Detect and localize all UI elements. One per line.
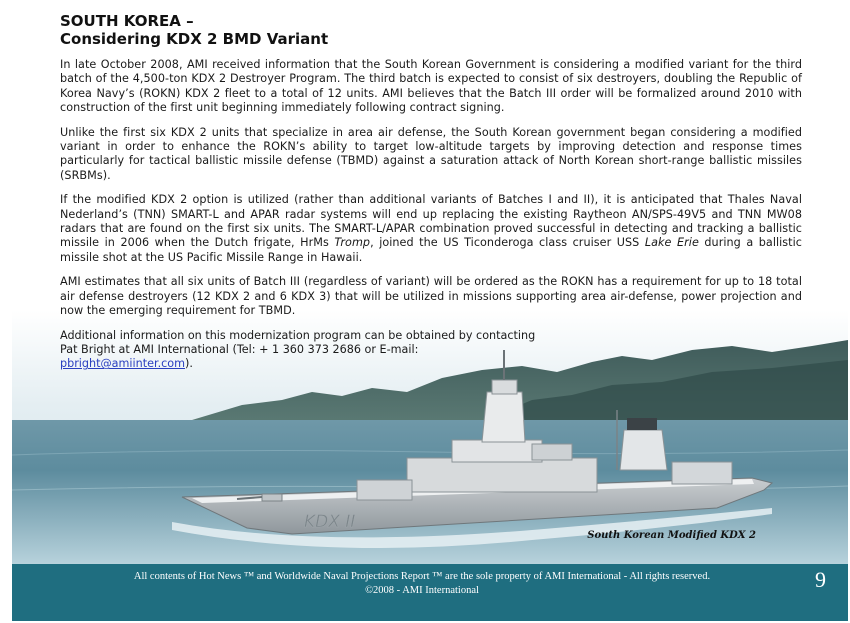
contact-line-2: Pat Bright at AMI International (Tel: + 1 360 373 2686 or E-mail:	[60, 342, 419, 356]
page-number: 9	[815, 567, 826, 592]
paragraph-3-text-b: , joined the US Ticonderoga class cruiser USS	[370, 236, 645, 250]
contact-info	[60, 329, 580, 372]
paragraph-2: Unlike the first six KDX 2 units that specialize in area air defense, the South Korean government began considering a modified variant in order to enhance the ROKN’s ability to target low-altitude targets by improving detection and response times particularly for tactical ballistic missile defense (TBMD) against a saturation attack of North Korean short-range ballistic missiles (SRBMs).	[60, 125, 802, 182]
title-subject: Considering KDX 2 BMD Variant	[60, 30, 329, 48]
contact-line-1: Additional information on this modernization program can be obtained by contacting	[60, 328, 536, 342]
hull-marking: KDX II	[304, 512, 356, 532]
image-caption: South Korean Modified KDX 2	[587, 530, 756, 541]
copyright-notice: All contents of Hot News ™ and Worldwide Naval Projections Report ™ are the sole property of AMI International - All rights reserved.	[133, 571, 711, 582]
ship-name-tromp: Tromp	[334, 236, 371, 250]
paragraph-3-text-a: If the modified KDX 2 option is utilized (rather than additional variants of Batches I and II), it is anticipated that Thales Naval Nederland’s (TNN) SMART-L and APAR radar systems will end up replacing the existing Raytheon AN/SPS-49V5 and TNN MW08 radars that are found on the first six units. The SMART-L/APAR combination proved successful in detecting and tracking a ballistic missile in 2006 when the Dutch frigate, HrMs	[60, 193, 802, 250]
copyright-year: ©2008 - AMI International	[365, 585, 479, 596]
title-country: SOUTH KOREA –	[60, 12, 194, 30]
paragraph-3-text-c: during a ballistic missile shot at the US Pacific Missile Range in Hawaii.	[60, 236, 802, 264]
paragraph-3	[60, 193, 802, 265]
footer-band	[12, 564, 848, 621]
brochure-page	[12, 0, 848, 623]
footer-text	[72, 570, 772, 598]
ship-name-lake-erie: Lake Erie	[644, 236, 699, 250]
paragraph-4: AMI estimates that all six units of Batch III (regardless of variant) will be ordered as the ROKN has a requirement for up to 18 total air defense destroyers (12 KDX 2 and 6 KDX 3) that will be utilized in missions supporting area air-defense, power projection and now the emerging requirement for TBMD.	[60, 275, 802, 318]
contact-end: ).	[185, 357, 193, 371]
article	[60, 12, 802, 372]
contact-email-link[interactable]: pbright@amiinter.com	[60, 357, 186, 371]
paragraph-1: In late October 2008, AMI received information that the South Korean Government is considering a modified variant for the third batch of the 4,500-ton KDX 2 Destroyer Program. The third batch is expected to consist of six destroyers, doubling the Republic of Korea Navy’s (ROKN) KDX 2 fleet to a total of 12 units. AMI believes that the Batch III order will be formalized around 2010 with construction of the first unit beginning immediately following contract signing.	[60, 58, 802, 115]
article-title	[60, 12, 802, 48]
